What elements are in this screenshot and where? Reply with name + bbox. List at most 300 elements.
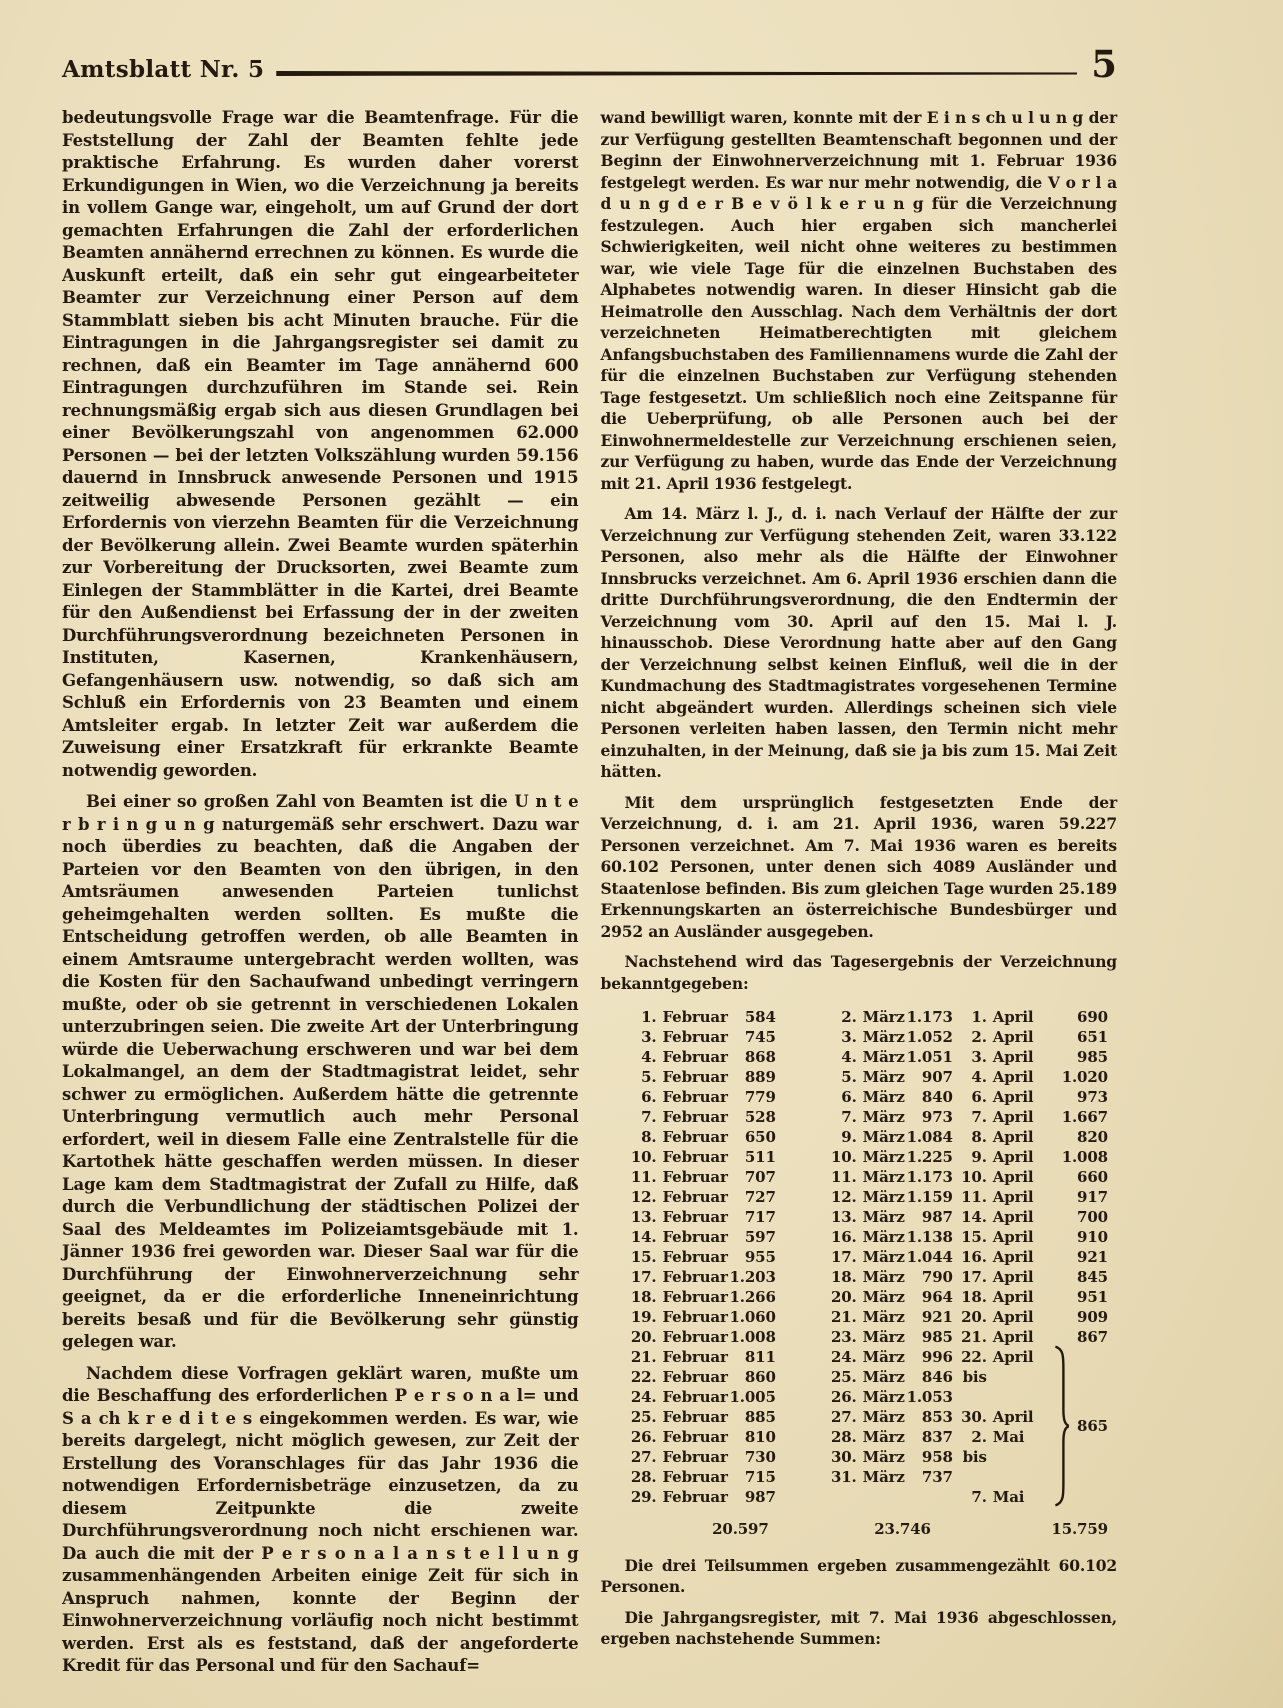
row-day: 9. bbox=[841, 1128, 857, 1146]
row-day: 28. bbox=[830, 1428, 857, 1446]
february-total: 20.597 bbox=[712, 1520, 769, 1538]
table-column-april-may bbox=[945, 1007, 1117, 1507]
row-day: 10. bbox=[830, 1148, 857, 1166]
row-value: 779 bbox=[744, 1088, 776, 1106]
row-value: 1.225 bbox=[906, 1148, 953, 1166]
row-day: 15. bbox=[961, 1228, 987, 1246]
row-month: März bbox=[862, 1148, 905, 1166]
row-month: April bbox=[992, 1208, 1034, 1226]
row-day: 22. bbox=[961, 1348, 987, 1366]
row-value: 987 bbox=[744, 1488, 776, 1506]
row-month: März bbox=[862, 1168, 905, 1186]
row-value: 1.203 bbox=[729, 1268, 776, 1286]
table-row bbox=[629, 1447, 776, 1467]
row-month: Februar bbox=[662, 1448, 728, 1466]
table-row bbox=[959, 1327, 1108, 1347]
table-row bbox=[629, 1347, 776, 1367]
row-day: 12. bbox=[630, 1188, 657, 1206]
table-row bbox=[829, 1087, 953, 1107]
table-row bbox=[629, 1287, 776, 1307]
row-month: März bbox=[862, 1188, 905, 1206]
table-row bbox=[959, 1007, 1108, 1027]
row-month: April bbox=[992, 1148, 1034, 1166]
row-value: 951 bbox=[1077, 1288, 1108, 1306]
row-value: 987 bbox=[921, 1208, 953, 1226]
paragraph: Mit dem ursprünglich festgesetzten Ende der Verzeichnung, d. i. am 21. April 1936, waren 59.227 Personen verzeichnet. Am 7. Mai 1936 waren es bereits 60.102 Personen, unter denen sich 4089 Ausländer und Staatenlose befinden. Bis zum gleichen Tage wurden 25.189 Erkennungskarten an österreichische Bundesbürger und 2952 an Ausländer ausgegeben. bbox=[600, 792, 1117, 941]
right-column bbox=[601, 107, 1118, 1678]
row-value: 1.266 bbox=[729, 1288, 776, 1306]
table-row bbox=[629, 1487, 776, 1507]
table-row bbox=[959, 1267, 1108, 1287]
paragraph: wand bewilligt waren, konnte mit der E i n s ch u l u n g der zur Verfügung gestellten Beamtenschaft begonnen und der Beginn der Einwohnerverzeichnung mit 1. Februar 1936 festgelegt werden. Es war nur mehr notwendig, die V o r l a d u n g d e r B e v ö l k e r u n g für die Verzeichnung festzulegen. Auch hier ergaben sich mancherlei Schwierigkeiten, weil nicht ohne weiteres zu bestimmen war, wie viele Tage für die einzelnen Buchstaben des Alphabetes notwendig waren. In dieser Hinsicht gab die Heimatrolle den Ausschlag. Nach dem Verhältnis der dort verzeichneten Heimatberechtigten mit gleichem Anfangsbuchstaben des Familiennamens wurde die Zahl der für die einzelnen Buchstaben zur Verfügung stehenden Tage festgesetzt. Um schließlich noch eine Zeitspanne für die Ueberprüfung, ob alle Personen auch bei der Einwohnermeldestelle zur Verzeichnung erschienen seien, zur Verfügung zu haben, wurde das Ende der Verzeichnung mit 21. April 1936 festgelegt. bbox=[600, 108, 1117, 493]
row-month: April bbox=[992, 1188, 1034, 1206]
row-month: April bbox=[992, 1088, 1034, 1106]
table-totals-row bbox=[601, 1519, 1118, 1541]
row-value: 660 bbox=[1077, 1168, 1108, 1186]
table-row bbox=[629, 1067, 776, 1087]
paragraph: Bei einer so großen Zahl von Beamten ist die U n t e r b r i n g u n g naturgemäß sehr erschwert. Dazu war noch überdies zu beachten, daß die Angaben der Parteien vor den Beamten von den übrigen, in den Amtsräumen anwesenden Parteien tunlichst geheimgehalten werden sollten. Es mußte die Entscheidung getroffen werden, ob alle Beamten in einem Amtsraume untergebracht werden wollten, was die Kosten für den Sachaufwand unbedingt verringern mußte, oder ob sie getrennt in verschiedenen Lokalen unterzubringen seien. Die zweite Art der Unterbringung würde die Ueberwachung erschweren und war bei dem Lokalmangel, an dem der Stadtmagistrat leidet, sehr schwer zu ermöglichen. Außerdem hätte die getrennte Unterbringung vermutlich auch mehr Personal erfordert, weil in diesem Falle eine Zentralstelle für die Kartothek hätte geschaffen werden müssen. In dieser Lage kam dem Stadtmagistrat der Zufall zu Hilfe, daß durch die Verbundlichung der städtischen Polizei der Saal des Meldeamtes im Polizeiamtsgebäude mit 1. Jänner 1936 frei geworden war. Dieser Saal war für die Durchführung der Einwohnerverzeichnung sehr geeignet, da er die erforderliche Inneneinrichtung bereits besaß und für die Bevölkerung sehr günstig gelegen war. bbox=[62, 792, 579, 1351]
row-day: 20. bbox=[961, 1308, 987, 1326]
row-value: 651 bbox=[1077, 1028, 1108, 1046]
row-day: 28. bbox=[630, 1468, 657, 1486]
row-month: Februar bbox=[662, 1288, 728, 1306]
row-month: Februar bbox=[662, 1388, 728, 1406]
paragraph: Am 14. März l. J., d. i. nach Verlauf der Hälfte der zur Verzeichnung zur Verfügung stehenden Zeit, waren 33.122 Personen, also mehr als die Hälfte der Einwohner Innsbrucks verzeichnet. Am 6. April 1936 erschien dann die dritte Durchführungsverordnung, die den Endtermin der Verzeichnung vom 30. April auf den 15. Mai l. J. hinausschob. Diese Verordnung hatte aber auf den Gang der Verzeichnung selbst keinen Einfluß, weil die in der Kundmachung des Stadtmagistrates vorgesehenen Termine nicht abgeändert wurden. Allerdings scheinen sich viele Personen verleiten haben lassen, den Termin nicht mehr einzuhalten, in der Meinung, daß sie ja bis zum 15. Mai Zeit hätten. bbox=[600, 504, 1117, 781]
march-total: 23.746 bbox=[874, 1520, 931, 1538]
table-row bbox=[629, 1167, 776, 1187]
row-value: 889 bbox=[744, 1068, 776, 1086]
row-month: März bbox=[862, 1048, 905, 1066]
row-day: 30. bbox=[961, 1408, 987, 1426]
table-row bbox=[959, 1487, 1108, 1507]
row-month: Februar bbox=[662, 1108, 728, 1126]
row-value: 730 bbox=[744, 1448, 776, 1466]
row-day: 5. bbox=[641, 1068, 657, 1086]
table-row bbox=[629, 1427, 776, 1447]
table-row bbox=[629, 1087, 776, 1107]
row-day: 25. bbox=[830, 1368, 857, 1386]
row-value: 727 bbox=[744, 1188, 776, 1206]
row-value: 745 bbox=[744, 1028, 776, 1046]
row-month: März bbox=[862, 1268, 905, 1286]
table-row bbox=[959, 1067, 1108, 1087]
paragraph: Die Jahrgangsregister, mit 7. Mai 1936 abgeschlossen, ergeben nachstehende Summen: bbox=[600, 1607, 1117, 1648]
row-value: 584 bbox=[744, 1008, 776, 1026]
row-value: 1.053 bbox=[906, 1388, 953, 1406]
row-month: April bbox=[992, 1248, 1034, 1266]
row-month: Februar bbox=[662, 1168, 728, 1186]
table-row bbox=[959, 1047, 1108, 1067]
row-month: Februar bbox=[662, 1008, 728, 1026]
row-value: 707 bbox=[744, 1168, 776, 1186]
row-day: 26. bbox=[830, 1388, 857, 1406]
row-value: 1.008 bbox=[1061, 1148, 1108, 1166]
row-day: 18. bbox=[830, 1268, 857, 1286]
row-month: Februar bbox=[662, 1148, 728, 1166]
row-value: 853 bbox=[921, 1408, 953, 1426]
table-row bbox=[829, 1427, 953, 1447]
right-column-paragraphs bbox=[601, 107, 1118, 994]
row-value: 1.060 bbox=[729, 1308, 776, 1326]
header-rule bbox=[276, 71, 1077, 76]
row-day: 12. bbox=[830, 1188, 857, 1206]
table-row bbox=[629, 1107, 776, 1127]
row-value: 909 bbox=[1077, 1308, 1108, 1326]
row-day: 1. bbox=[641, 1008, 657, 1026]
row-month: April bbox=[992, 1008, 1034, 1026]
table-row bbox=[829, 1167, 953, 1187]
row-day: 11. bbox=[830, 1168, 857, 1186]
row-day: 27. bbox=[630, 1448, 657, 1466]
april-may-total: 15.759 bbox=[1051, 1520, 1108, 1538]
row-day: 18. bbox=[630, 1288, 657, 1306]
row-day: 11. bbox=[961, 1188, 987, 1206]
row-month: Februar bbox=[662, 1328, 728, 1346]
row-month: April bbox=[992, 1328, 1034, 1346]
table-row bbox=[629, 1007, 776, 1027]
row-day: 21. bbox=[961, 1328, 987, 1346]
table-row bbox=[829, 1367, 953, 1387]
row-month: Februar bbox=[662, 1248, 728, 1266]
row-value: 1.667 bbox=[1061, 1108, 1108, 1126]
row-month: März bbox=[862, 1428, 905, 1446]
row-value: 511 bbox=[744, 1148, 776, 1166]
table-row bbox=[829, 1107, 953, 1127]
table-row bbox=[829, 1467, 953, 1487]
table-row bbox=[829, 1227, 953, 1247]
row-value: 1.005 bbox=[729, 1388, 776, 1406]
row-value: 867 bbox=[1077, 1328, 1108, 1346]
row-day: 2. bbox=[971, 1028, 987, 1046]
row-value: 820 bbox=[1077, 1128, 1108, 1146]
row-month: Mai bbox=[992, 1488, 1025, 1506]
row-value: 597 bbox=[744, 1228, 776, 1246]
row-day: 13. bbox=[630, 1208, 657, 1226]
row-day: 29. bbox=[630, 1488, 657, 1506]
row-month: April bbox=[992, 1068, 1034, 1086]
row-value: 917 bbox=[1077, 1188, 1108, 1206]
row-month: Februar bbox=[662, 1428, 728, 1446]
row-day: 8. bbox=[971, 1128, 987, 1146]
table-row bbox=[959, 1127, 1108, 1147]
row-month: März bbox=[862, 1208, 905, 1226]
table-row bbox=[959, 1187, 1108, 1207]
row-value: 700 bbox=[1077, 1208, 1108, 1226]
row-month: Februar bbox=[662, 1088, 728, 1106]
table-row bbox=[829, 1147, 953, 1167]
row-day: 26. bbox=[630, 1428, 657, 1446]
row-month: Februar bbox=[662, 1028, 728, 1046]
row-value: 1.008 bbox=[729, 1328, 776, 1346]
row-day: 25. bbox=[630, 1408, 657, 1426]
row-day: 3. bbox=[971, 1048, 987, 1066]
table-row bbox=[629, 1047, 776, 1067]
row-value: 860 bbox=[744, 1368, 776, 1386]
row-value: 715 bbox=[744, 1468, 776, 1486]
table-row bbox=[829, 1307, 953, 1327]
closing-paragraphs bbox=[601, 1555, 1118, 1650]
table-row bbox=[629, 1267, 776, 1287]
row-day: 1. bbox=[971, 1008, 987, 1026]
table-row bbox=[959, 1247, 1108, 1267]
row-month: April bbox=[992, 1288, 1034, 1306]
row-value: 1.138 bbox=[906, 1228, 953, 1246]
table-row bbox=[629, 1407, 776, 1427]
row-day: 10. bbox=[961, 1168, 987, 1186]
row-day: 8. bbox=[641, 1128, 657, 1146]
row-day: 17. bbox=[630, 1268, 657, 1286]
row-day: 30. bbox=[830, 1448, 857, 1466]
row-value: 845 bbox=[1077, 1268, 1108, 1286]
row-month: März bbox=[862, 1068, 905, 1086]
brace-period-total: 865 bbox=[1077, 1416, 1108, 1435]
row-day: 18. bbox=[961, 1288, 987, 1306]
row-value: 810 bbox=[744, 1428, 776, 1446]
table-row bbox=[829, 1067, 953, 1087]
row-day: 5. bbox=[841, 1068, 857, 1086]
row-value: 1.173 bbox=[906, 1008, 953, 1026]
row-day: 17. bbox=[961, 1268, 987, 1286]
row-value: 1.052 bbox=[906, 1028, 953, 1046]
table-row bbox=[959, 1207, 1108, 1227]
row-value: 1.173 bbox=[906, 1168, 953, 1186]
row-value: 717 bbox=[744, 1208, 776, 1226]
page-header bbox=[62, 42, 1117, 86]
row-month: Februar bbox=[662, 1228, 728, 1246]
row-day: 6. bbox=[841, 1088, 857, 1106]
paragraph: Nachdem diese Vorfragen geklärt waren, mußte um die Beschaffung des erforderlichen P e r s o n a l= und S a ch k r e d i t e s eingekommen werden. Es war, wie bereits dargelegt, nicht möglich gewesen, zur Zeit der Erstellung des Voranschlages für das Jahr 1936 die notwendigen Erfordernisbeträge einzusetzen, da zu diesem Zeitpunkte die zweite Durchführungsverordnung noch nicht erschienen war. Da auch die mit der P e r s o n a l a n s t e l l u n g zusammenhängenden Arbeiten einige Zeit für sich in Anspruch nahmen, konnte der Beginn der Einwohnerverzeichnung vorläufig noch nicht bestimmt werden. Erst als es feststand, daß der angeforderte Kredit für das Personal und für den Sachauf= bbox=[62, 1363, 579, 1675]
table-row bbox=[629, 1127, 776, 1147]
row-month: März bbox=[862, 1008, 905, 1026]
row-day: 27. bbox=[830, 1408, 857, 1426]
row-day: 4. bbox=[841, 1048, 857, 1066]
table-row bbox=[959, 1467, 1108, 1487]
row-day: 11. bbox=[630, 1168, 657, 1186]
row-value: 958 bbox=[921, 1448, 953, 1466]
row-day: 7. bbox=[841, 1108, 857, 1126]
paragraph: Die drei Teilsummen ergeben zusammengezählt 60.102 Personen. bbox=[600, 1555, 1117, 1596]
row-day: 4. bbox=[971, 1068, 987, 1086]
table-row bbox=[959, 1347, 1108, 1367]
table-column-february bbox=[601, 1007, 776, 1507]
row-value: 996 bbox=[921, 1348, 953, 1366]
table-row bbox=[829, 1047, 953, 1067]
row-month: Februar bbox=[662, 1068, 728, 1086]
row-month: April bbox=[992, 1028, 1034, 1046]
row-day: 20. bbox=[830, 1288, 857, 1306]
row-value: 737 bbox=[921, 1468, 953, 1486]
row-month: März bbox=[862, 1348, 905, 1366]
row-day: 15. bbox=[630, 1248, 657, 1266]
row-value: 650 bbox=[744, 1128, 776, 1146]
row-month: März bbox=[862, 1388, 905, 1406]
row-month bbox=[993, 1447, 1060, 1467]
row-day: 16. bbox=[830, 1228, 857, 1246]
row-month: März bbox=[862, 1288, 905, 1306]
row-day: 24. bbox=[630, 1388, 657, 1406]
row-value: 964 bbox=[921, 1288, 953, 1306]
table-row bbox=[959, 1087, 1108, 1107]
row-value: 868 bbox=[744, 1048, 776, 1066]
table-row bbox=[629, 1247, 776, 1267]
row-month: März bbox=[862, 1088, 905, 1106]
paragraph: bedeutungsvolle Frage war die Beamtenfrage. Für die Feststellung der Zahl der Beamten fehlte jede praktische Erfahrung. Es wurden daher vorerst Erkundigungen in Wien, wo die Verzeichnung ja bereits in vollem Gange war, eingeholt, um auf Grund der dort gemachten Erfahrungen die Zahl der erforderlichen Beamten annähernd errechnen zu können. Es wurde die Auskunft erteilt, daß ein sehr gut eingearbeiteter Beamter zur Verzeichnung einer Person auf dem Stammblatt sieben bis acht Minuten brauche. Für die Eintragungen in die Jahrgangsregister sei damit zu rechnen, daß ein Beamter im Tage annähernd 600 Eintragungen durchzuführen im Stande sei. Rein rechnungsmäßig ergab sich aus diesen Grundlagen bei einer Bevölkerungszahl von angenommen 62.000 Personen — bei der letzten Volkszählung wurden 59.156 dauernd in Innsbruck anwesende Personen und 1915 zeitweilig abwesende Personen gezählt — ein Erfordernis von vierzehn Beamten für die Verzeichnung der Bevölkerung allein. Zwei Beamte wurden späterhin zur Vorbereitung der Drucksorten, zwei Beamte zum Einlegen der Stammblätter in die Kartei, drei Beamte für den Außendienst bei Erfassung der in der zweiten Durchführungsverordnung bezeichneten Personen in Instituten, Kasernen, Krankenhäusern, Gefangenhäusern usw. notwendig, so daß sich am Schluß ein Erfordernis von 23 Beamten und einem Amtsleiter ergab. In letzter Zeit war außerdem die Zuweisung einer Ersatzkraft für erkrankte Beamte notwendig geworden. bbox=[62, 108, 579, 780]
paragraph: Nachstehend wird das Tagesergebnis der Verzeichnung bekanntgegeben: bbox=[600, 952, 1117, 993]
row-month: März bbox=[862, 1108, 905, 1126]
masthead-title: Amtsblatt Nr. 5 bbox=[62, 56, 265, 83]
row-value: 846 bbox=[921, 1368, 953, 1386]
row-month: April bbox=[992, 1048, 1034, 1066]
row-value: 985 bbox=[921, 1328, 953, 1346]
row-month: Februar bbox=[662, 1268, 728, 1286]
table-row bbox=[829, 1327, 953, 1347]
table-row bbox=[959, 1367, 1108, 1387]
row-day: 10. bbox=[630, 1148, 657, 1166]
row-value: 910 bbox=[1077, 1228, 1108, 1246]
table-row bbox=[829, 1267, 953, 1287]
row-value: 921 bbox=[921, 1308, 953, 1326]
row-month: Februar bbox=[662, 1488, 728, 1506]
row-day: 22. bbox=[630, 1368, 657, 1386]
row-month: März bbox=[862, 1128, 905, 1146]
row-value: 1.051 bbox=[906, 1048, 953, 1066]
row-day: bis bbox=[962, 1368, 987, 1386]
page-number: 5 bbox=[1091, 42, 1117, 86]
row-month bbox=[993, 1467, 1060, 1487]
row-month: Februar bbox=[662, 1368, 728, 1386]
row-value: 1.159 bbox=[906, 1188, 953, 1206]
row-month: März bbox=[862, 1328, 905, 1346]
row-day: 3. bbox=[841, 1028, 857, 1046]
table-row bbox=[829, 1287, 953, 1307]
table-row bbox=[829, 1127, 953, 1147]
table-row bbox=[959, 1227, 1108, 1247]
table-row bbox=[959, 1307, 1108, 1327]
row-value: 973 bbox=[1077, 1088, 1108, 1106]
row-month: April bbox=[992, 1348, 1034, 1366]
row-value: 790 bbox=[921, 1268, 953, 1286]
table-row bbox=[629, 1187, 776, 1207]
row-month: Februar bbox=[662, 1468, 728, 1486]
table-row bbox=[629, 1307, 776, 1327]
table-row bbox=[829, 1387, 953, 1407]
table-row bbox=[629, 1467, 776, 1487]
table-row bbox=[629, 1227, 776, 1247]
daily-results-table bbox=[601, 1007, 1118, 1507]
row-month: März bbox=[862, 1368, 905, 1386]
row-day: 17. bbox=[830, 1248, 857, 1266]
table-row bbox=[629, 1027, 776, 1047]
row-month: April bbox=[992, 1228, 1034, 1246]
row-month: März bbox=[862, 1468, 905, 1486]
row-month: März bbox=[862, 1308, 905, 1326]
row-day: 19. bbox=[630, 1308, 657, 1326]
table-row bbox=[829, 1407, 953, 1427]
row-value: 921 bbox=[1077, 1248, 1108, 1266]
row-month: April bbox=[992, 1108, 1034, 1126]
row-value: 528 bbox=[744, 1108, 776, 1126]
row-month: April bbox=[992, 1408, 1034, 1426]
left-column bbox=[62, 107, 579, 1678]
row-day: 21. bbox=[830, 1308, 857, 1326]
row-day: 4. bbox=[641, 1048, 657, 1066]
row-day: 7. bbox=[971, 1108, 987, 1126]
table-row bbox=[959, 1167, 1108, 1187]
table-row bbox=[629, 1387, 776, 1407]
row-month: März bbox=[862, 1448, 905, 1466]
row-day: 16. bbox=[961, 1248, 987, 1266]
row-day: 6. bbox=[971, 1088, 987, 1106]
row-day: 14. bbox=[961, 1208, 987, 1226]
row-day: 9. bbox=[971, 1148, 987, 1166]
row-month: Februar bbox=[662, 1048, 728, 1066]
row-day: 31. bbox=[830, 1468, 857, 1486]
table-row bbox=[829, 1247, 953, 1267]
row-day: 23. bbox=[830, 1328, 857, 1346]
row-day: 13. bbox=[830, 1208, 857, 1226]
row-day: 2. bbox=[971, 1428, 987, 1446]
row-day: 20. bbox=[630, 1328, 657, 1346]
row-day: 3. bbox=[641, 1028, 657, 1046]
row-value: 840 bbox=[921, 1088, 953, 1106]
row-day bbox=[959, 1467, 987, 1487]
table-row bbox=[959, 1147, 1108, 1167]
row-value: 973 bbox=[921, 1108, 953, 1126]
row-value: 985 bbox=[1077, 1048, 1108, 1066]
table-row bbox=[959, 1287, 1108, 1307]
row-month bbox=[993, 1367, 1060, 1387]
row-day: 6. bbox=[641, 1088, 657, 1106]
table-row bbox=[829, 1007, 953, 1027]
table-row bbox=[829, 1027, 953, 1047]
table-row bbox=[829, 1447, 953, 1467]
row-month: April bbox=[992, 1308, 1034, 1326]
row-month: Februar bbox=[662, 1128, 728, 1146]
row-month: März bbox=[862, 1408, 905, 1426]
row-value: 885 bbox=[744, 1408, 776, 1426]
row-day: 7. bbox=[971, 1488, 987, 1506]
row-day: 14. bbox=[630, 1228, 657, 1246]
row-day: bis bbox=[962, 1448, 987, 1466]
row-day bbox=[959, 1387, 987, 1407]
row-day: 24. bbox=[830, 1348, 857, 1366]
table-row bbox=[629, 1367, 776, 1387]
row-value: 811 bbox=[744, 1348, 776, 1366]
table-row bbox=[829, 1347, 953, 1367]
row-month: April bbox=[992, 1128, 1034, 1146]
table-row bbox=[959, 1387, 1108, 1407]
article-body bbox=[62, 107, 1117, 1678]
row-day: 21. bbox=[630, 1348, 657, 1366]
row-month: Februar bbox=[662, 1208, 728, 1226]
row-value: 1.084 bbox=[906, 1128, 953, 1146]
table-row bbox=[629, 1147, 776, 1167]
row-month: März bbox=[862, 1228, 905, 1246]
row-value: 1.020 bbox=[1061, 1068, 1108, 1086]
row-value: 955 bbox=[744, 1248, 776, 1266]
row-month: April bbox=[992, 1268, 1034, 1286]
table-row bbox=[629, 1207, 776, 1227]
row-month: Februar bbox=[662, 1348, 728, 1366]
row-month bbox=[993, 1387, 1060, 1407]
table-row bbox=[959, 1447, 1108, 1467]
table-row bbox=[959, 1107, 1108, 1127]
table-column-march bbox=[773, 1007, 953, 1507]
row-value: 907 bbox=[921, 1068, 953, 1086]
table-row bbox=[829, 1187, 953, 1207]
table-row bbox=[629, 1327, 776, 1347]
brace-icon bbox=[1053, 1345, 1069, 1507]
